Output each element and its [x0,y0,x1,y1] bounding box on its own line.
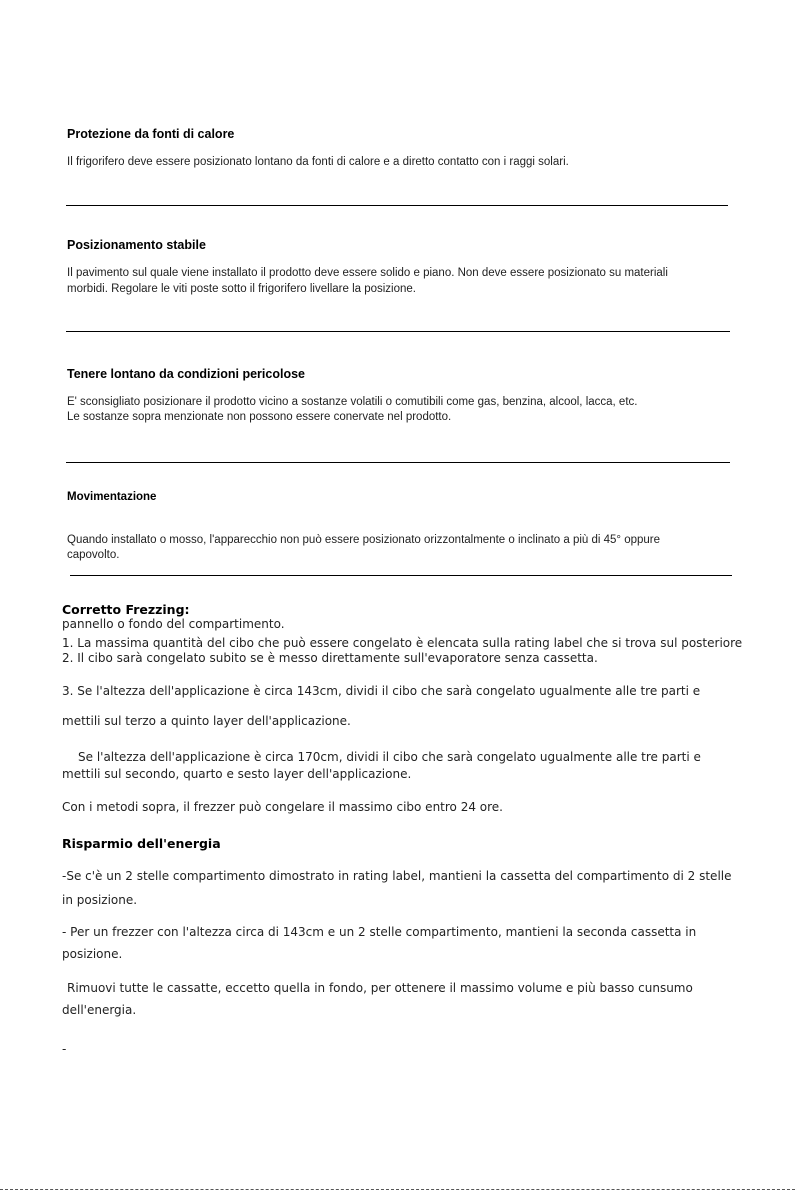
divider [66,331,730,332]
energy-title: Risparmio dell'energia [62,836,221,851]
section-body-stable-line-2: morbidi. Regolare le viti poste sotto il frigorifero livellare la posizione. [67,283,416,295]
energy-line: posizione. [62,947,123,961]
freezing-title: Corretto Frezzing: [62,602,190,617]
energy-line: Rimuovi tutte le cassatte, eccetto quella in fondo, per ottenere il massimo volume e più basso cunsumo [67,981,693,995]
divider [66,205,728,206]
section-title-heat: Protezione da fonti di calore [67,127,235,141]
freezing-line: 1. La massima quantità del cibo che può essere congelato è elencata sulla rating label che si trova sul posteriore [62,636,743,650]
section-title-stable: Posizionamento stabile [67,238,206,252]
section-body-danger-line-2: Le sostanze sopra menzionate non possono essere conervate nel prodotto. [67,411,452,423]
energy-line: - Per un frezzer con l'altezza circa di 143cm e un 2 stelle compartimento, mantieni la seconda cassetta in [62,925,697,939]
section-body-stable-line-1: Il pavimento sul quale viene installato il prodotto deve essere solido e piano. Non deve essere posizionato su materiali [67,267,668,279]
freezing-line: Con i metodi sopra, il frezzer può congelare il massimo cibo entro 24 ore. [62,800,503,814]
energy-line: -Se c'è un 2 stelle compartimento dimostrato in rating label, mantieni la cassetta del compartimento di 2 stelle [62,869,732,883]
page-bottom-border [0,1189,795,1190]
energy-line: dell'energia. [62,1003,137,1017]
energy-line: in posizione. [62,893,138,907]
section-body-danger-line-1: E' sconsigliato posizionare il prodotto vicino a sostanze volatili o comutibili come gas, benzina, alcool, lacca, etc. [67,396,638,408]
freezing-line: mettili sul secondo, quarto e sesto layer dell'applicazione. [62,767,412,781]
section-title-danger: Tenere lontano da condizioni pericolose [67,367,305,381]
section-body-handling-line-1: Quando installato o mosso, l'apparecchio non può essere posizionato orizzontalmente o inclinato a più di 45° oppure [67,534,661,546]
section-title-handling: Movimentazione [67,491,157,503]
freezing-line: 3. Se l'altezza dell'applicazione è circa 143cm, dividi il cibo che sarà congelato ugualmente alle tre parti e [62,684,701,698]
section-body-heat-line-1: Il frigorifero deve essere posizionato lontano da fonti di calore e a diretto contatto con i raggi solari. [67,156,569,168]
freezing-line: pannello o fondo del compartimento. [62,617,285,631]
freezing-line: Se l'altezza dell'applicazione è circa 170cm, dividi il cibo che sarà congelato ugualmente alle tre parti e [78,750,701,764]
freezing-line: 2. Il cibo sarà congelato subito se è messo direttamente sull'evaporatore senza cassetta. [62,651,598,665]
freezing-line: mettili sul terzo a quinto layer dell'applicazione. [62,714,351,728]
divider [66,462,730,463]
section-body-handling-line-2: capovolto. [67,549,120,561]
energy-line: - [62,1042,67,1056]
divider [70,575,732,576]
